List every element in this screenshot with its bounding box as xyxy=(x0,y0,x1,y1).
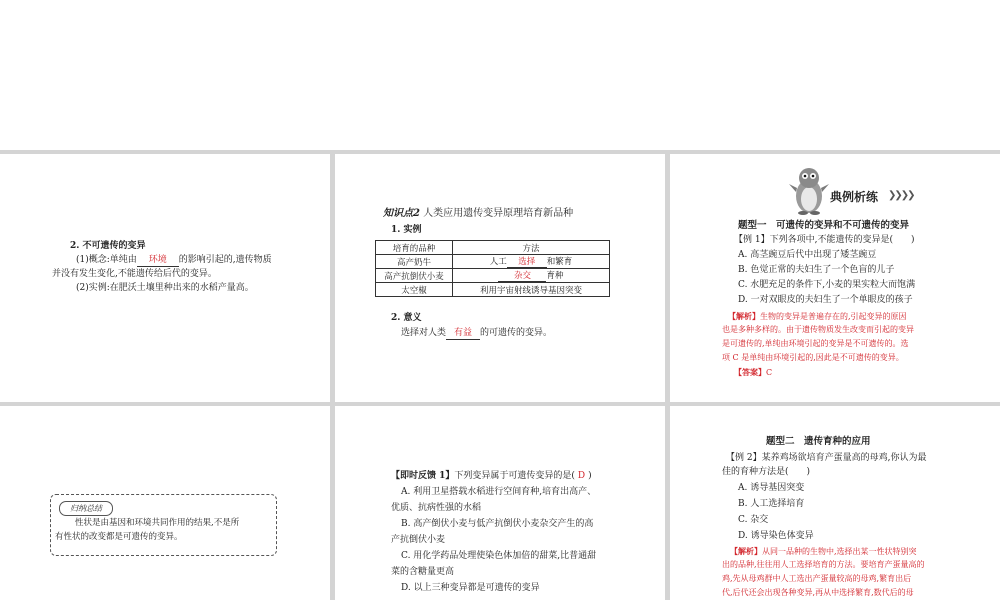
table-row xyxy=(376,255,610,269)
concept-line-1 xyxy=(76,254,272,267)
option-b: B. 人工选择培育 xyxy=(738,499,805,509)
banner-title: 典例析练 xyxy=(830,190,879,204)
feedback-line-4: 产抗倒伏小麦 xyxy=(391,535,446,545)
concept-prefix: (1)概念:单纯由 xyxy=(76,255,137,265)
meaning-subheading: 2. 意义 xyxy=(391,313,422,323)
concept-blank: 环境 xyxy=(137,254,179,267)
method-post: 和繁育 xyxy=(546,257,573,267)
method-pre: 人工 xyxy=(489,257,507,267)
option-a: A. 高茎豌豆后代中出现了矮茎豌豆 xyxy=(738,250,877,260)
meaning-blank: 有益 xyxy=(446,327,480,340)
option-b: B. 色觉正常的夫妇生了一个色盲的儿子 xyxy=(738,265,895,275)
feedback-line-7: D. 以上三种变异都是可遗传的变异 xyxy=(401,583,540,593)
summary-line-2: 有性状的改变都是可遗传的变异。 xyxy=(55,532,183,542)
analysis-text: 从同一品种的生物中,选择出某一性状特别突 xyxy=(762,547,917,556)
analysis-line-3: 鸡,先从母鸡群中人工选出产蛋量较高的母鸡,繁育出后 xyxy=(722,574,912,583)
slide-3 xyxy=(670,154,1000,402)
cell-method xyxy=(453,255,610,269)
analysis-line-4: 项 C 是单纯由环境引起的,因此是不可遗传的变异。 xyxy=(722,353,904,362)
knowledge-heading xyxy=(383,208,573,220)
table-row xyxy=(376,269,610,283)
knowledge-title: 人类应用遗传变异原理培育新品种 xyxy=(423,208,574,219)
analysis-line-3: 是可遗传的,单纯由环境引起的变异是不可遗传的。选 xyxy=(722,339,909,348)
method-post: 育种 xyxy=(546,271,564,281)
analysis-line-1 xyxy=(730,545,917,558)
meaning-prefix: 选择对人类 xyxy=(401,328,447,338)
method-blank: 杂交 xyxy=(498,269,546,282)
question-text: 【例 1】下列各项中,不能遗传的变异是( ) xyxy=(734,235,915,245)
meaning-line xyxy=(401,327,552,340)
analysis-line-4: 代,后代还会出现各种变异,再从中选择繁育,数代后的母 xyxy=(722,588,914,597)
analysis-tag: 【解析】 xyxy=(728,311,760,321)
feedback-question-text: 下列变异属于可遗传变异的是( xyxy=(454,471,575,481)
cell-variety: 高产奶牛 xyxy=(376,255,453,269)
answer-tag: 【答案】 xyxy=(734,367,766,377)
analysis-text: 生物的变异是普遍存在的,引起变异的原因 xyxy=(760,312,907,321)
summary-box xyxy=(50,494,277,556)
answer-value: C xyxy=(766,368,773,377)
feedback-line-5: C. 用化学药品处理使染色体加倍的甜菜,比普通甜 xyxy=(401,551,597,561)
cell-method: 利用宇宙射线诱导基因突变 xyxy=(453,283,610,297)
header-cell-variety: 培育的品种 xyxy=(376,241,453,255)
meaning-suffix: 的可遗传的变异。 xyxy=(480,328,553,338)
question-line-1: 【例 2】某养鸡场欲培育产蛋量高的母鸡,你认为最 xyxy=(726,453,927,463)
slide-2 xyxy=(335,154,665,402)
analysis-tag: 【解析】 xyxy=(730,546,762,556)
type-title: 题型二 遗传育种的应用 xyxy=(766,436,871,447)
analysis-line-2: 也是多种多样的。由于遗传物质发生改变而引起的变异 xyxy=(722,325,914,334)
cell-variety: 高产抗倒伏小麦 xyxy=(376,269,453,283)
feedback-line-2: 优质、抗病性强的水稻 xyxy=(391,503,482,513)
feedback-question-end: ) xyxy=(588,471,592,481)
question-line-2: 佳的育种方法是( ) xyxy=(722,467,811,477)
slide-1 xyxy=(0,154,330,402)
option-d: D. 诱导染色体变异 xyxy=(738,531,814,541)
table-header-row xyxy=(376,241,610,255)
option-d: D. 一对双眼皮的夫妇生了一个单眼皮的孩子 xyxy=(738,295,913,305)
table-row xyxy=(376,283,610,297)
analysis-line-1 xyxy=(728,310,907,323)
feedback-question xyxy=(391,470,592,482)
option-c: C. 水肥充足的条件下,小麦的果实粒大而饱满 xyxy=(738,280,916,290)
knowledge-tag: 知识点2 xyxy=(383,208,420,219)
concept-line-2: 并没有发生变化,不能遗传给后代的变异。 xyxy=(52,269,217,279)
example-line: (2)实例:在肥沃土壤里种出来的水稻产量高。 xyxy=(76,283,254,293)
feedback-tag: 【即时反馈 1】 xyxy=(391,471,455,481)
examples-subheading: 1. 实例 xyxy=(391,225,422,235)
summary-line-1: 性状是由基因和环境共同作用的结果,不是所 xyxy=(75,518,240,528)
option-a: A. 诱导基因突变 xyxy=(738,483,805,493)
summary-tag: 归纳总结 xyxy=(59,501,113,516)
analysis-line-2: 出的品种,往往用人工选择培育的方法。要培育产蛋量高的 xyxy=(722,560,925,569)
type-title: 题型一 可遗传的变异和不可遗传的变异 xyxy=(738,220,910,231)
feedback-line-6: 菜的含糖量更高 xyxy=(391,567,455,577)
feedback-line-1: A. 利用卫星搭载水稻进行空间育种,培育出高产、 xyxy=(401,487,597,497)
slide-4 xyxy=(0,406,330,600)
header-cell-method: 方法 xyxy=(453,241,610,255)
answer-line xyxy=(734,366,772,379)
option-c: C. 杂交 xyxy=(738,515,769,525)
banner-arrows-icon: ❯❯❯❯ xyxy=(888,190,914,201)
section-heading: 2. 不可遗传的变异 xyxy=(70,241,146,251)
concept-suffix: 的影响引起的,遗传物质 xyxy=(178,255,272,265)
slide-5 xyxy=(335,406,665,600)
cell-variety: 太空椒 xyxy=(376,283,453,297)
penguin-mascot-icon xyxy=(788,166,830,216)
feedback-answer: D xyxy=(577,471,586,481)
feedback-line-3: B. 高产倒伏小麦与低产抗倒伏小麦杂交产生的高 xyxy=(401,519,594,529)
examples-table xyxy=(375,240,610,297)
method-blank: 选择 xyxy=(507,255,547,268)
slide-6 xyxy=(670,406,1000,600)
cell-method xyxy=(453,269,610,283)
